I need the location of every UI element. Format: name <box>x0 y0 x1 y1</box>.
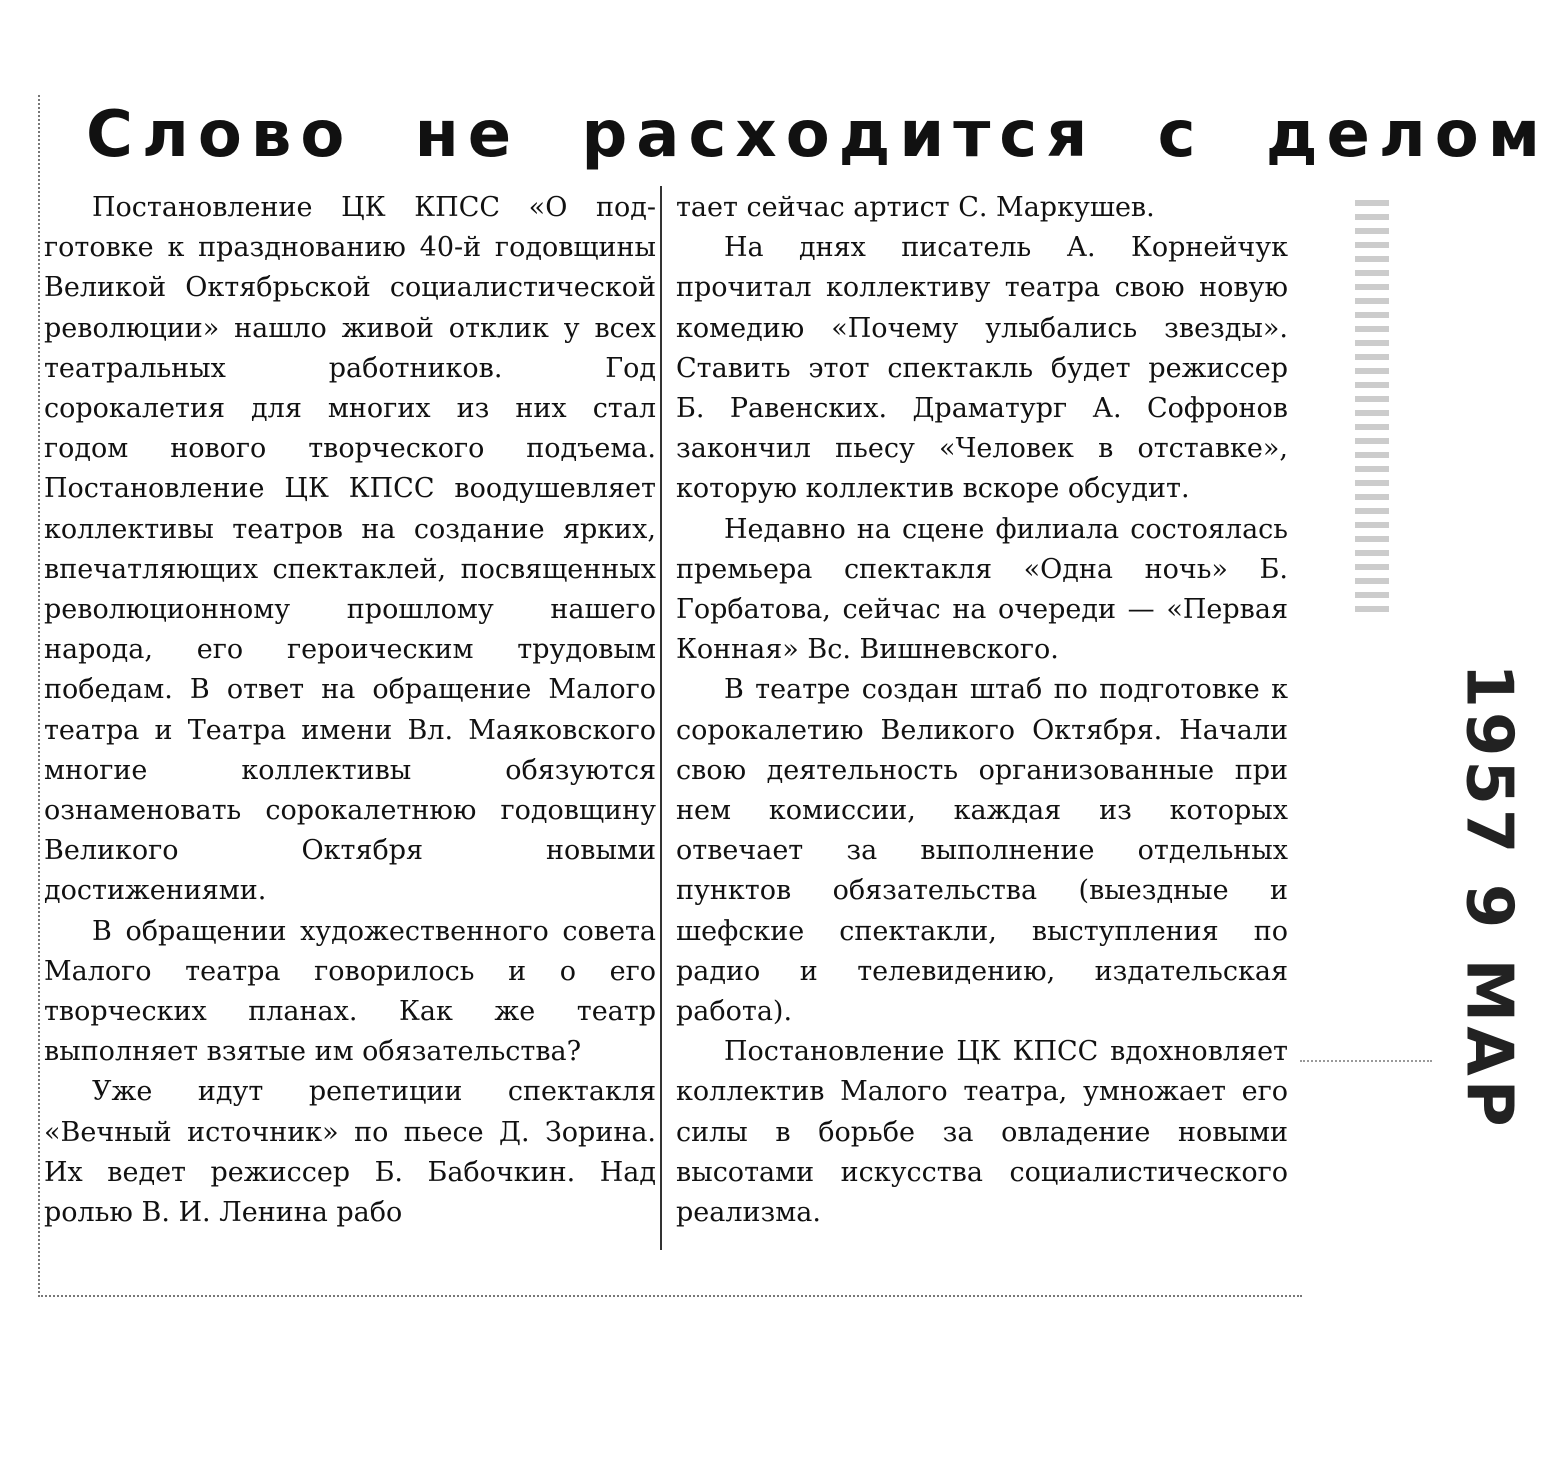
paragraph: Уже идут репетиции спектакля «Вечный источник» по пьесе Д. Зорина. Их ведет режиссер Б. Бабочкин. Над ролью В. И. Ленина рабо <box>44 1076 656 1229</box>
date-stamp: 1957 9 MAP <box>1451 663 1526 1131</box>
article-headline: Слово не расходится с делом <box>86 98 1549 172</box>
paragraph: В театре создан штаб по подготовке к сорокалетию Великого Октября. Начали свою деятельность организованные при нем комиссии, каждая из которых отвечает за выполнение отдельных пунктов обязательства (выездные и шефские спектакли, выступления по радио и телевидению, издательская работа). <box>676 674 1288 1028</box>
column-divider <box>660 186 662 1250</box>
paragraph: тает сейчас артист С. Маркушев. <box>676 192 1155 223</box>
paragraph: Постановление ЦК КПСС вдохновляет коллектив Малого театра, умножает его силы в борьбе за овладение новыми высотами искусства социалистического реализма. <box>676 1036 1288 1229</box>
faded-margin-text <box>1355 200 1389 620</box>
left-column <box>44 188 656 1233</box>
paragraph: На днях писатель А. Корнейчук прочитал коллективу театра свою новую комедию «Почему улыбались звезды». Ставить этот спектакль будет режиссер Б. Равенских. Драматург А. Софронов закончил пьесу «Человек в отставке», которую коллектив вскоре обсудит. <box>676 232 1288 505</box>
paragraph: Постановление ЦК КПСС «О подготовке к празднованию 40-й годовщины Великой Октябрьской социалистической революции» нашло живой отклик у всех театральных работников. Год сорокалетия для многих из них стал годом нового творческого подъема. Постановление ЦК КПСС воодушевляет коллективы театров на создание ярких, впечатляющих спектаклей, посвященных революционному прошлому нашего народа, его героическим трудовым победам. В ответ на обращение Малого театра и Театра имени Вл. Маяковского многие коллективы обязуются ознаменовать сорокалетнюю годовщину Великого Октября новыми достижениями. <box>44 192 656 907</box>
right-column <box>676 188 1288 1233</box>
paragraph: Недавно на сцене филиала состоялась премьера спектакля «Одна ночь» Б. Горбатова, сейчас на очереди — «Первая Конная» Вс. Вишневского. <box>676 513 1288 666</box>
paragraph: В обращении художественного совета Малого театра говорилось и о его творческих планах. Как же театр выполняет взятые им обязательства? <box>44 915 656 1068</box>
cut-line <box>1300 1060 1432 1062</box>
